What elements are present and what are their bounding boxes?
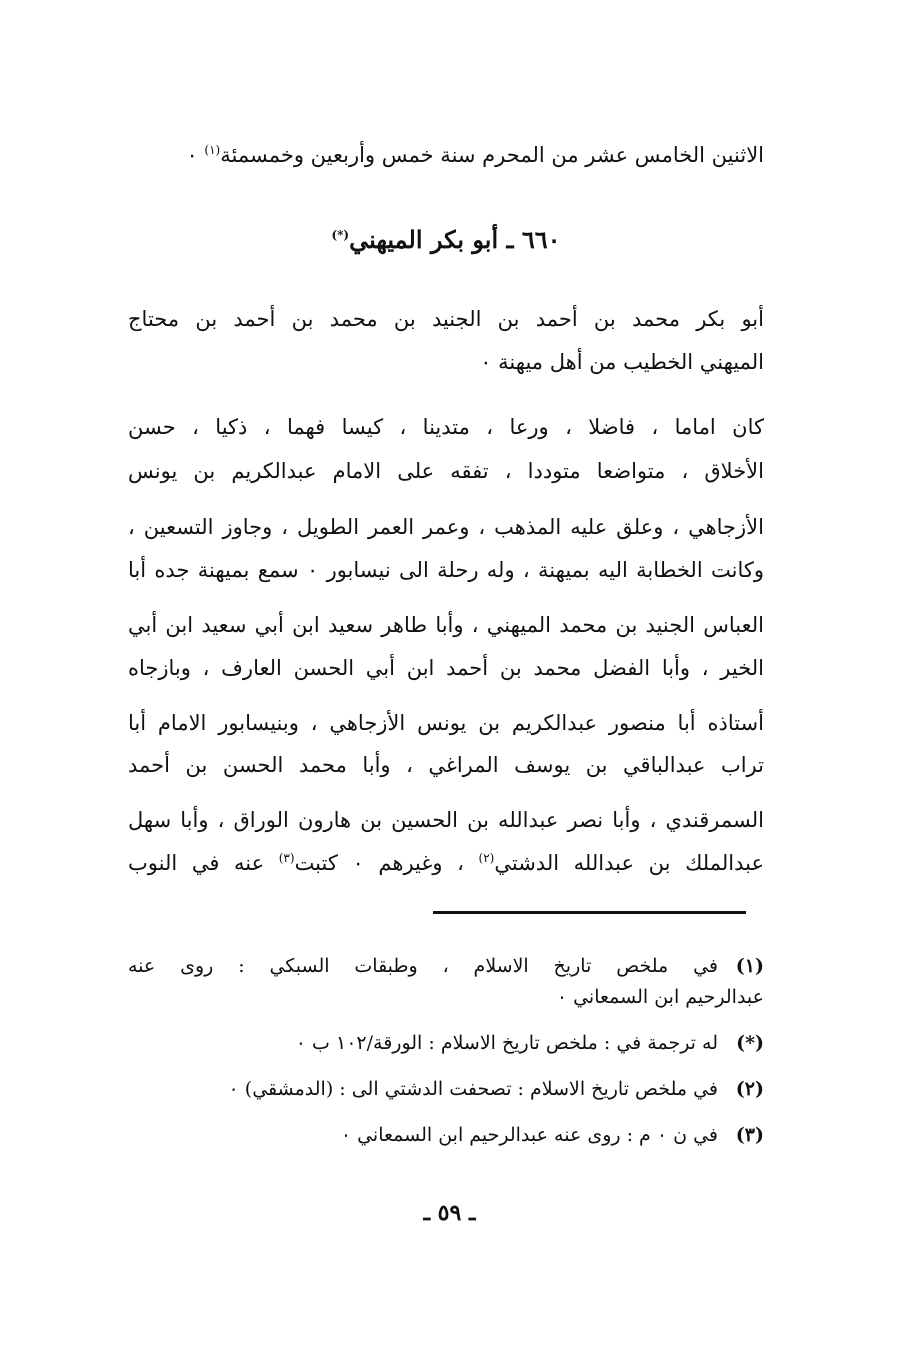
entry-heading xyxy=(128,223,764,257)
paragraph-2-line-10-part-3: عنه في النوب xyxy=(128,851,279,875)
footnote-star xyxy=(164,1029,764,1057)
footnote-ref-1: (١) xyxy=(204,143,221,157)
footnote-ref-star: (*) xyxy=(331,228,350,242)
footnote-separator xyxy=(433,911,746,914)
footnote-2 xyxy=(124,1075,764,1103)
paragraph-1-line-2: الميهني الخطيب من أهل ميهنة ٠ xyxy=(480,350,764,374)
paragraph-2-line-1: كان اماما ، فاضلا ، ورعا ، متدينا ، كيسا فهما ، ذكيا ، حسن xyxy=(128,415,764,439)
paragraph-2-line-7: أستاذه أبا منصور عبدالكريم بن يونس الأزجاهي ، وبنيسابور الامام أبا xyxy=(128,711,764,735)
entry-heading-text: ٦٦٠ ـ أبو بكر الميهني xyxy=(349,225,561,254)
paragraph-2-line-10-part-2: ، وغيرهم ٠ كتبت xyxy=(294,851,479,875)
paragraph-1-line-1: أبو بكر محمد بن أحمد بن الجنيد بن محمد بن أحمد بن محتاج xyxy=(128,307,764,331)
paragraph-2-line-10-part-1: عبدالملك بن عبدالله الدشتي xyxy=(494,851,765,875)
footnote-3 xyxy=(164,1121,764,1149)
footnote-star-text: له ترجمة في : ملخص تاريخ الاسلام : الورقة/١٠٢ ب ٠ xyxy=(295,1032,718,1054)
footnote-1-text: في ملخص تاريخ الاسلام ، وطبقات السبكي : روى عنه xyxy=(128,955,718,977)
footnote-ref-2: (٢) xyxy=(478,851,495,865)
footnote-1-line-2: عبدالرحيم ابن السمعاني ٠ xyxy=(556,986,764,1008)
footnote-3-text: في ن ٠ م : روى عنه عبدالرحيم ابن السمعاني ٠ xyxy=(340,1124,718,1146)
paragraph-2-line-5: العباس الجنيد بن محمد الميهني ، وأبا طاهر سعيد ابن أبي سعيد ابن أبي xyxy=(128,613,764,637)
paragraph-2-line-2: الأخلاق ، متواضعا متوددا ، تفقه على الامام عبدالكريم بن يونس xyxy=(128,459,764,483)
continuation-line xyxy=(128,140,764,170)
continuation-text: الاثنين الخامس عشر من المحرم سنة خمس وأربعين وخمسمئة xyxy=(220,143,764,167)
paragraph-2-line-6: الخير ، وأبا الفضل محمد بن أحمد ابن أبي الحسن العارف ، وبازجاه xyxy=(128,656,764,680)
paragraph-2-line-4: وكانت الخطابة اليه بميهنة ، وله رحلة الى نيسابور ٠ سمع بميهنة جده أبا xyxy=(128,558,765,582)
paragraph-2-line-10 xyxy=(128,848,764,878)
paragraph-2-line-3: الأزجاهي ، وعلق عليه المذهب ، وعمر العمر الطويل ، وجاوز التسعين ، xyxy=(128,515,764,539)
footnote-2-text: في ملخص تاريخ الاسلام : تصحفت الدشتي الى : (الدمشقي) ٠ xyxy=(228,1078,718,1100)
footnote-2-mark: (٢) xyxy=(735,1078,764,1100)
footnote-star-mark: (*) xyxy=(736,1032,764,1054)
page-number: ـ ٥٩ ـ xyxy=(423,1200,476,1226)
paragraph-2-line-8: تراب عبدالباقي بن يوسف المراغي ، وأبا محمد الحسن بن أحمد xyxy=(128,753,764,777)
paragraph-2-line-9: السمرقندي ، وأبا نصر عبدالله بن الحسين بن هارون الوراق ، وأبا سهل xyxy=(128,808,764,832)
footnote-ref-3: (٣) xyxy=(278,851,295,865)
footnote-1-mark: (١) xyxy=(735,955,764,977)
footnote-3-mark: (٣) xyxy=(735,1124,764,1146)
footnote-1-line-1 xyxy=(128,952,764,980)
continuation-end: ٠ xyxy=(186,143,205,167)
